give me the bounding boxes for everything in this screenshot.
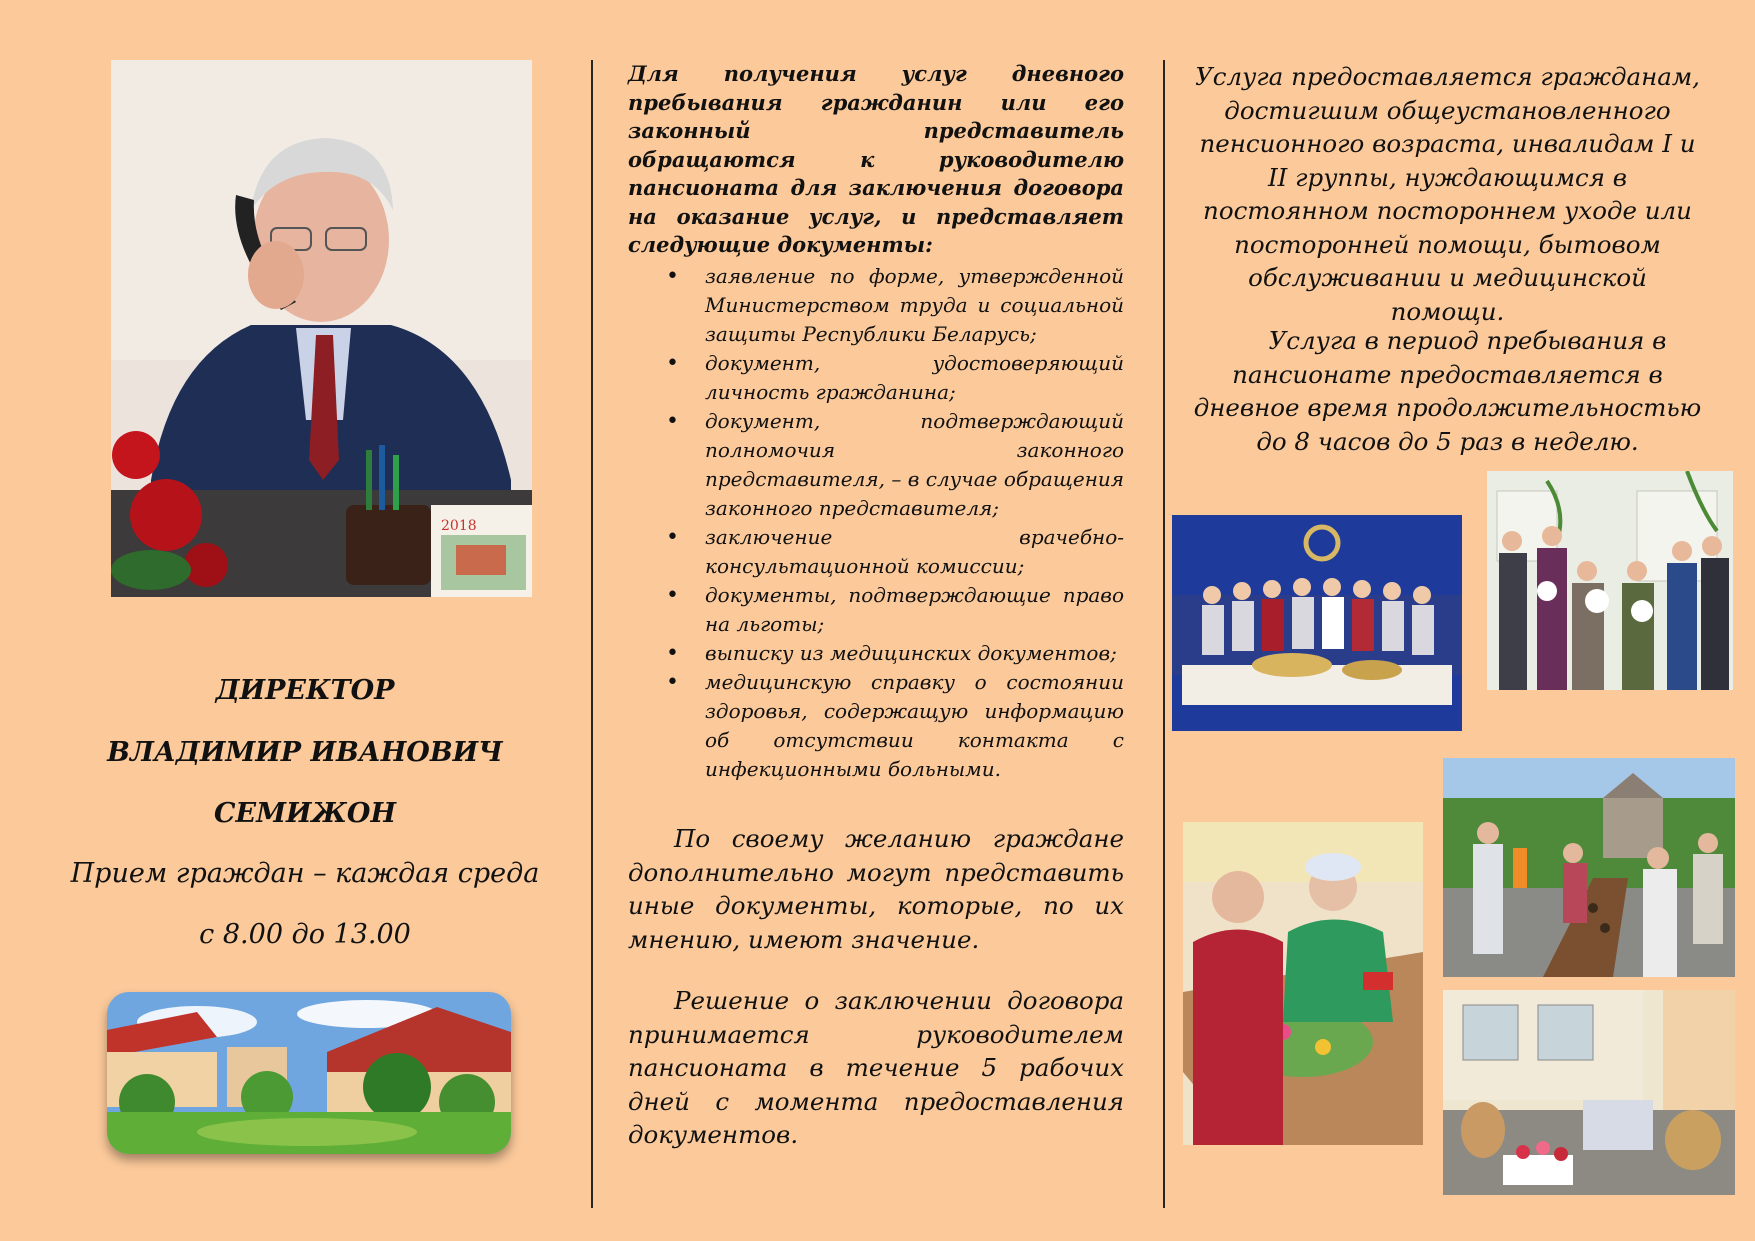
list-item: • выписку из медицинских документов;: [628, 639, 1124, 668]
column-divider-right: [1163, 60, 1165, 1208]
photo-puzzle-activity: [1183, 822, 1423, 1145]
desk-calendar-year: 2018: [441, 518, 477, 534]
decision-paragraph: Решение о заключении договора принимается руководителем пансионата в течение 5 рабочих дней с момента предоставления документов.: [628, 986, 1124, 1149]
list-item: • заключение врачебно-консультационной комиссии;: [628, 523, 1124, 581]
list-item: • заявление по форме, утвержденной Министерством труда и социальной защиты Республики Беларусь;: [628, 262, 1124, 349]
list-item: • документ, подтверждающий полномочия законного представителя, – в случае обращения законного представителя;: [628, 407, 1124, 523]
service-schedule-text: Услуга в период пребывания в пансионате предоставляется в дневное время продолжительностью до 8 часов до 5 раз в неделю.: [1193, 326, 1702, 456]
director-surname: СЕМИЖОН: [214, 798, 396, 829]
documents-intro: Для получения услуг дневного пребывания гражданин или его законный представитель обращаются к руководителю пансионата для заключения договора на оказание услуг, и представляет следующие документы:: [628, 61, 1124, 257]
photo-craft-display-yard: [1443, 990, 1735, 1195]
director-portrait-photo: [111, 60, 532, 597]
column-divider-left: [591, 60, 593, 1208]
building-photo: [107, 992, 511, 1154]
service-eligibility-text: Услуга предоставляется гражданам, достигшим общеустановленного пенсионного возраста, инвалидам I и II группы, нуждающимся в постоянном постороннем уходе или посторонней помощи, бытовом обслуживании и медицинской помощи.: [1195, 62, 1700, 326]
reception-days: Прием граждан – каждая среда: [70, 858, 540, 889]
list-item: • документы, подтверждающие право на льготы;: [628, 581, 1124, 639]
director-first-names: ВЛАДИМИР ИВАНОВИЧ: [107, 737, 503, 768]
director-position: ДИРЕКТОР: [215, 675, 395, 706]
reception-hours: с 8.00 до 13.00: [199, 919, 411, 950]
group-photo-exhibition: [1172, 515, 1462, 731]
documents-list: [628, 262, 1124, 784]
photo-outdoor-game: [1443, 758, 1735, 977]
list-item: • документ, удостоверяющий личность гражданина;: [628, 349, 1124, 407]
group-photo-crafts: [1487, 471, 1733, 690]
additional-documents-paragraph: По своему желанию граждане дополнительно могут представить иные документы, которые, по их мнению, имеют значение.: [628, 824, 1124, 954]
list-item: • медицинскую справку о состоянии здоровья, содержащую информацию об отсутствии контакта с инфекционными больными.: [628, 668, 1124, 784]
